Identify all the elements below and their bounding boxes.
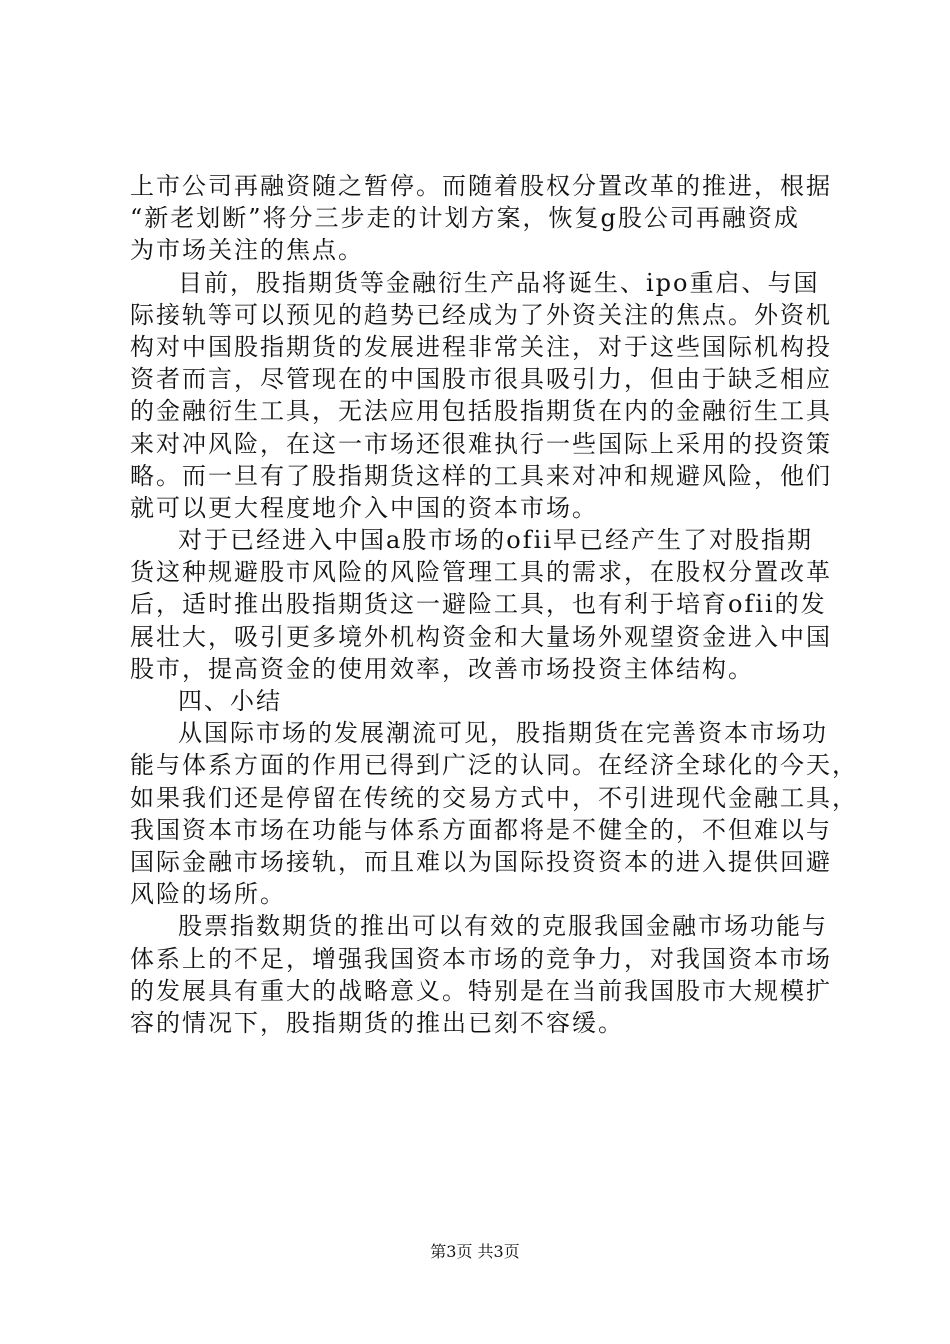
text-line: 就可以更大程度地介入中国的资本市场。 <box>130 493 598 522</box>
text-line: “新老划断”将分三步走的计划方案，恢复g股公司再融资成 <box>130 204 800 233</box>
text-line: 资者而言，尽管现在的中国股市很具吸引力，但由于缺乏相应 <box>130 365 832 394</box>
text-line: 的发展具有重大的战略意义。特别是在当前我国股市大规模扩 <box>130 976 832 1005</box>
text-line: 股市，提高资金的使用效率，改善市场投资主体结构。 <box>130 654 754 683</box>
paragraph-first-line: 对于已经进入中国a股市场的ofii早已经产生了对股指期 <box>178 526 813 555</box>
text-line: 构对中国股指期货的发展进程非常关注，对于这些国际机构投 <box>130 332 832 361</box>
paragraph-first-line: 股票指数期货的推出可以有效的克服我国金融市场功能与 <box>178 912 828 941</box>
paragraph-first-line: 目前，股指期货等金融衍生产品将诞生、ipo重启、与国 <box>178 268 820 297</box>
text-line: 际接轨等可以预见的趋势已经成为了外资关注的焦点。外资机 <box>130 300 832 329</box>
text-line: 上市公司再融资随之暂停。而随着股权分置改革的推进，根据 <box>130 172 832 200</box>
page-number-footer: 第3页 共3页 <box>430 1242 520 1261</box>
paragraph-first-line: 从国际市场的发展潮流可见，股指期货在完善资本市场功 <box>178 719 828 748</box>
text-line: 国际金融市场接轨，而且难以为国际投资资本的进入提供回避 <box>130 847 832 876</box>
document-body <box>130 170 858 1039</box>
text-line: 如果我们还是停留在传统的交易方式中，不引进现代金融工具， <box>130 783 858 812</box>
text-line: 货这种规避股市风险的风险管理工具的需求，在股权分置改革 <box>130 558 832 587</box>
text-line: 为市场关注的焦点。 <box>130 236 364 265</box>
text-line: 略。而一旦有了股指期货这样的工具来对冲和规避风险，他们 <box>130 461 832 490</box>
text-line: 风险的场所。 <box>130 880 286 909</box>
text-line: 后，适时推出股指期货这一避险工具，也有利于培育ofii的发 <box>130 590 827 619</box>
section-heading: 四、小结 <box>178 687 282 715</box>
text-line: 来对冲风险，在这一市场还很难执行一些国际上采用的投资策 <box>130 429 832 458</box>
text-line: 体系上的不足，增强我国资本市场的竞争力，对我国资本市场 <box>130 944 832 973</box>
text-line: 能与体系方面的作用已得到广泛的认同。在经济全球化的今天， <box>130 751 858 780</box>
text-line: 的金融衍生工具，无法应用包括股指期货在内的金融衍生工具 <box>130 397 832 426</box>
text-line: 展壮大，吸引更多境外机构资金和大量场外观望资金进入中国 <box>130 622 832 651</box>
text-line: 我国资本市场在功能与体系方面都将是不健全的，不但难以与 <box>130 815 832 844</box>
text-line: 容的情况下，股指期货的推出已刻不容缓。 <box>130 1008 624 1037</box>
